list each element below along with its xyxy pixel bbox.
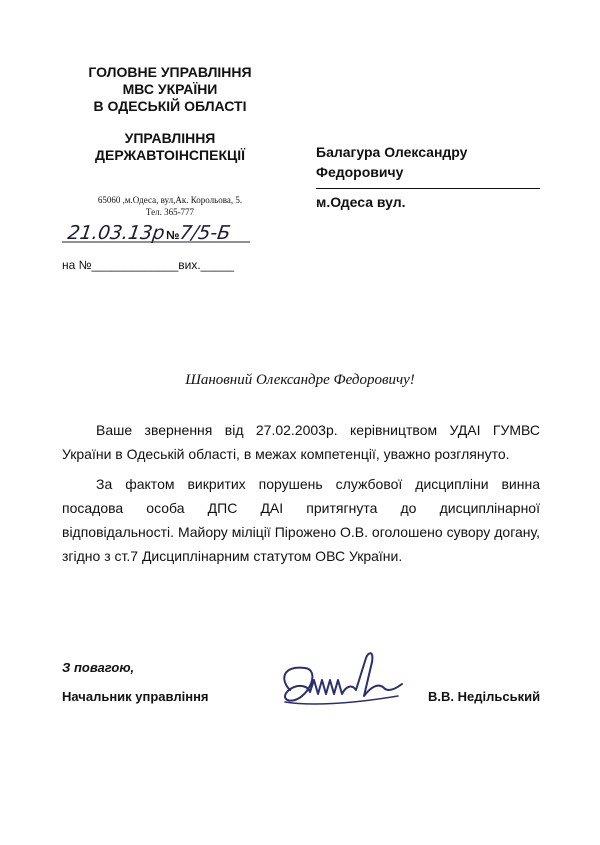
- recipient-name-line-2: Федоровичу: [316, 164, 404, 180]
- organization-phone: Тел. 365-777: [145, 207, 195, 217]
- outgoing-date: 21.03.13р: [66, 221, 167, 244]
- signatory-name: В.В. Недільський: [428, 689, 541, 704]
- outgoing-reference: [60, 218, 260, 248]
- recipient-divider: [316, 188, 540, 189]
- body-paragraph-2: За фактом викритих порушень службової дисципліни винна посадова особа ДПС ДАІ притягнута до дисциплінарної відповідальності. Майору міліції Пірожено О.В. оголошено сувору догану, згідно з ст.7 Дисциплінарним статутом ОВС України.: [62, 476, 540, 564]
- recipient-name-line-1: Балагура Олександру: [316, 144, 468, 160]
- incoming-reference-line: на №_____________вих._____: [62, 258, 235, 272]
- handwritten-signature: [270, 640, 420, 720]
- department-line-2: ДЕРЖАВТОІНСПЕКЦІЇ: [95, 147, 245, 163]
- recipient-address: м.Одеса вул.: [316, 194, 406, 210]
- closing-phrase: З повагою,: [62, 660, 135, 675]
- salutation: Шановний Олександре Федоровичу!: [185, 372, 415, 388]
- letter-body: [62, 418, 540, 568]
- recipient-name: [316, 142, 556, 182]
- department-header: [60, 130, 280, 164]
- org-line-1: ГОЛОВНЕ УПРАВЛІННЯ: [88, 64, 252, 80]
- signatory-title: Начальник управління: [62, 689, 209, 704]
- organization-header: [60, 64, 280, 115]
- outgoing-number-label: №: [166, 228, 180, 242]
- department-line-1: УПРАВЛІННЯ: [124, 130, 216, 146]
- outgoing-number: 7/5-Б: [178, 221, 233, 244]
- organization-address-block: [60, 194, 280, 218]
- org-line-2: МВС УКРАЇНИ: [122, 81, 218, 97]
- organization-address: 65060 ,м.Одеса, вул,Ак. Корольова, 5.: [97, 195, 243, 205]
- body-paragraph-1: Ваше звернення від 27.02.2003р. керівництвом УДАІ ГУМВС України в Одеській області, в межах компетенції, уважно розглянуто.: [62, 422, 540, 462]
- org-line-3: В ОДЕСЬКІЙ ОБЛАСТІ: [93, 98, 247, 114]
